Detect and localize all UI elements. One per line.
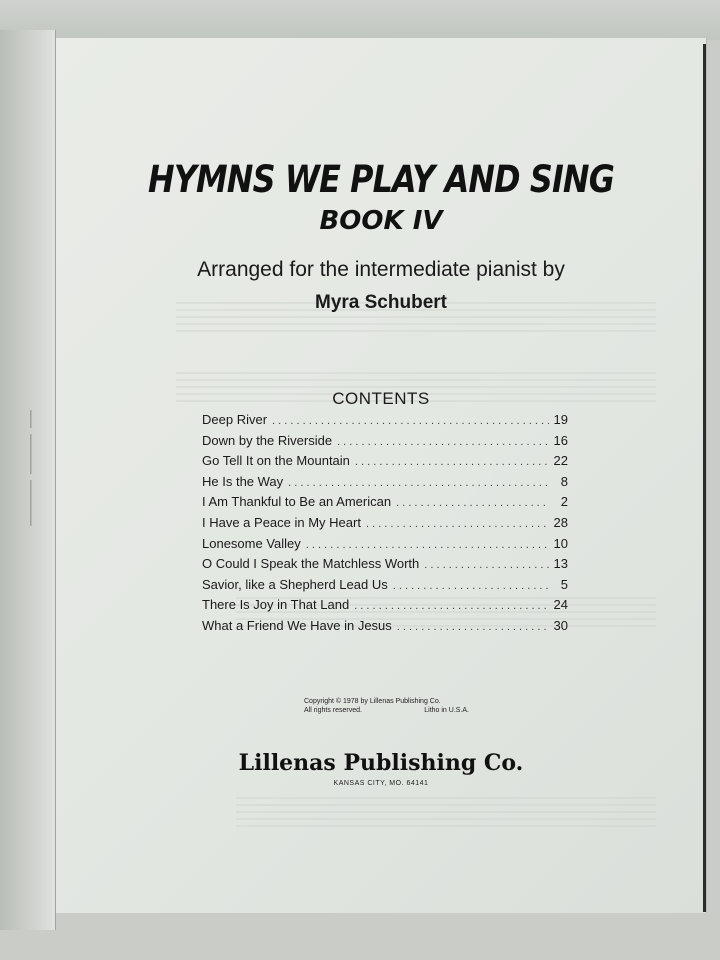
copyright-line-2 (304, 706, 469, 715)
toc-leader-dots (354, 596, 548, 617)
toc-entry (202, 410, 568, 431)
toc-entry (202, 575, 568, 596)
toc-leader-dots (366, 514, 549, 535)
toc-entry-title: There Is Joy in That Land (202, 597, 350, 613)
toc-leader-dots (424, 555, 548, 576)
spine-faint-print (22, 410, 52, 530)
toc-leader-dots (393, 576, 549, 597)
toc-entry-title: Deep River (202, 412, 268, 427)
toc-entry (202, 554, 568, 575)
toc-entry (202, 534, 568, 555)
toc-leader-dots (306, 535, 549, 556)
toc-entry-page: 8 (560, 473, 568, 489)
toc-entry-title: I Am Thankful to Be an American (202, 494, 392, 510)
toc-leader-dots (397, 617, 549, 638)
toc-entry-page: 24 (553, 597, 568, 613)
litho-notice: Litho in U.S.A. (424, 707, 469, 714)
toc-leader-dots (337, 432, 548, 453)
copyright-line: Copyright © 1978 by Lillenas Publishing Co. (304, 698, 441, 705)
copyright-notice (304, 697, 484, 715)
toc-entry (202, 595, 568, 616)
toc-entry (202, 492, 568, 513)
toc-entry-title: Savior, like a Shepherd Lead Us (202, 576, 388, 592)
toc-entry-page: 16 (553, 432, 568, 448)
toc-leader-dots (355, 452, 549, 473)
toc-entry-page: 2 (560, 494, 568, 510)
toc-entry-page: 28 (553, 514, 568, 530)
toc-entry-title: Go Tell It on the Mountain (202, 453, 350, 469)
toc-entry-title: What a Friend We Have in Jesus (202, 617, 392, 633)
rights-reserved: All rights reserved. (304, 707, 362, 714)
toc-entry-title: He Is the Way (202, 473, 284, 489)
book-title: HYMNS WE PLAY AND SING (148, 158, 614, 201)
toc-entry-page: 30 (553, 617, 568, 633)
background-surface (0, 0, 720, 40)
toc-entry-title: Lonesome Valley (202, 535, 301, 551)
toc-entry (202, 472, 568, 493)
toc-entry-page: 13 (553, 556, 568, 572)
toc-entry-title: O Could I Speak the Matchless Worth (202, 556, 420, 572)
toc-leader-dots (288, 473, 549, 494)
publisher-city: KANSAS CITY, MO. 64141 (333, 780, 429, 787)
toc-entry-title: Down by the Riverside (202, 432, 333, 448)
toc-entry (202, 431, 568, 452)
toc-entry-page: 5 (560, 576, 568, 592)
toc-entry-page: 19 (553, 412, 568, 427)
toc-entry (202, 451, 568, 472)
book-volume: BOOK IV (319, 206, 443, 236)
book-spine (0, 30, 56, 930)
toc-leader-dots (272, 411, 549, 432)
author-name: Myra Schubert (315, 292, 447, 313)
contents-heading: CONTENTS (332, 389, 430, 408)
arranged-by-line: Arranged for the intermediate pianist by (197, 258, 565, 281)
toc-entry (202, 513, 568, 534)
toc-entry-page: 10 (553, 535, 568, 551)
toc-entry-page: 22 (553, 453, 568, 469)
table-of-contents (202, 410, 568, 637)
toc-entry (202, 616, 568, 637)
page-content (56, 38, 706, 913)
publisher-name: Lillenas Publishing Co. (238, 750, 524, 776)
toc-entry-title: I Have a Peace in My Heart (202, 514, 361, 530)
toc-leader-dots (396, 493, 549, 514)
